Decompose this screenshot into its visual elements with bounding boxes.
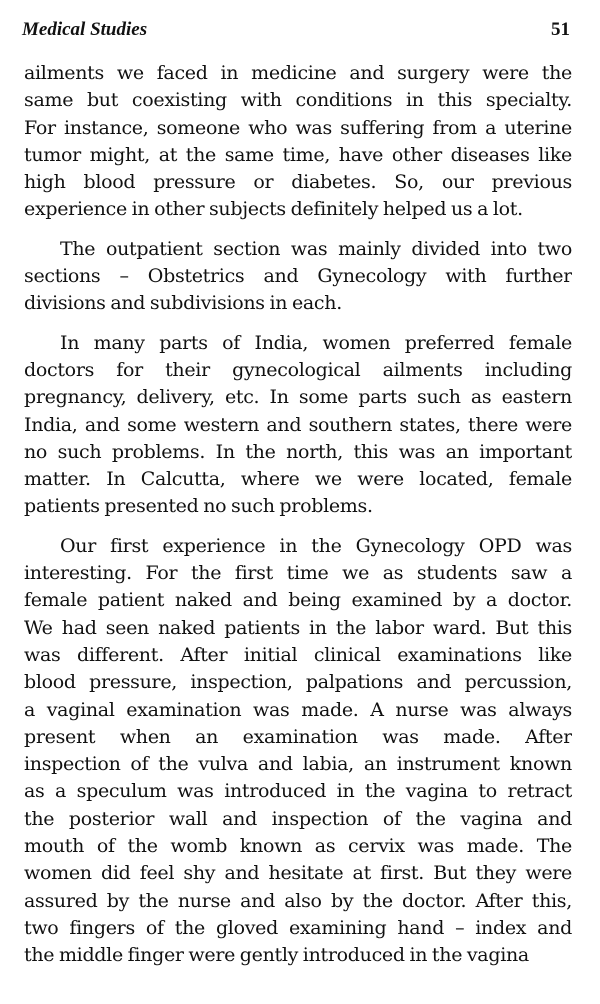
text-line: interesting. For the first time we as students saw a xyxy=(24,562,572,585)
text-line: patients presented no such problems. xyxy=(24,495,373,518)
text-line: mouth of the womb known as cervix was made. The xyxy=(24,835,572,858)
running-head xyxy=(22,16,570,44)
text-line: present when an examination was made. After xyxy=(24,725,572,748)
paragraph xyxy=(24,533,572,970)
text-line: women did feel shy and hesitate at first. But they were xyxy=(24,862,572,885)
text-line: two fingers of the gloved examining hand – index and xyxy=(24,916,572,939)
text-line: blood pressure, inspection, palpations and percussion, xyxy=(24,671,572,694)
text-line: doctors for their gynecological ailments including xyxy=(24,358,572,381)
text-line: as a speculum was introduced in the vagina to retract xyxy=(24,780,572,803)
text-line: female patient naked and being examined by a doctor. xyxy=(24,589,572,612)
body-text xyxy=(24,60,572,970)
text-line: We had seen naked patients in the labor ward. But this xyxy=(24,616,572,639)
text-line: For instance, someone who was suffering from a uterine xyxy=(24,116,572,139)
text-line: was different. After initial clinical examinations like xyxy=(24,643,572,666)
text-line: sections – Obstetrics and Gynecology with further xyxy=(24,265,572,288)
text-line: experience in other subjects definitely helped us a lot. xyxy=(24,198,523,221)
text-line: India, and some western and southern states, there were xyxy=(24,413,572,436)
text-line: Our first experience in the Gynecology OPD was xyxy=(60,534,572,557)
text-line: no such problems. In the north, this was an important xyxy=(24,440,572,463)
paragraph xyxy=(24,60,572,224)
text-line: divisions and subdivisions in each. xyxy=(24,292,342,315)
text-line: a vaginal examination was made. A nurse was always xyxy=(24,698,572,721)
text-line: the posterior wall and inspection of the vagina and xyxy=(24,807,572,830)
page-number: 51 xyxy=(551,19,570,40)
text-line: inspection of the vulva and labia, an instrument known xyxy=(24,753,572,776)
running-title: Medical Studies xyxy=(22,19,148,40)
text-line: same but coexisting with conditions in this specialty. xyxy=(24,89,572,112)
text-line: In many parts of India, women preferred female xyxy=(60,331,572,354)
paragraph xyxy=(24,236,572,318)
text-line: ailments we faced in medicine and surgery were the xyxy=(24,62,572,84)
text-line: assured by the nurse and also by the doctor. After this, xyxy=(24,889,572,912)
text-line: matter. In Calcutta, where we were located, female xyxy=(24,468,572,491)
text-line: the middle finger were gently introduced in the vagina xyxy=(24,944,529,967)
text-line: The outpatient section was mainly divided into two xyxy=(60,237,572,260)
text-line: high blood pressure or diabetes. So, our previous xyxy=(24,171,572,194)
paragraph xyxy=(24,330,572,521)
text-line: pregnancy, delivery, etc. In some parts such as eastern xyxy=(24,386,572,409)
text-line: tumor might, at the same time, have other diseases like xyxy=(24,143,572,166)
